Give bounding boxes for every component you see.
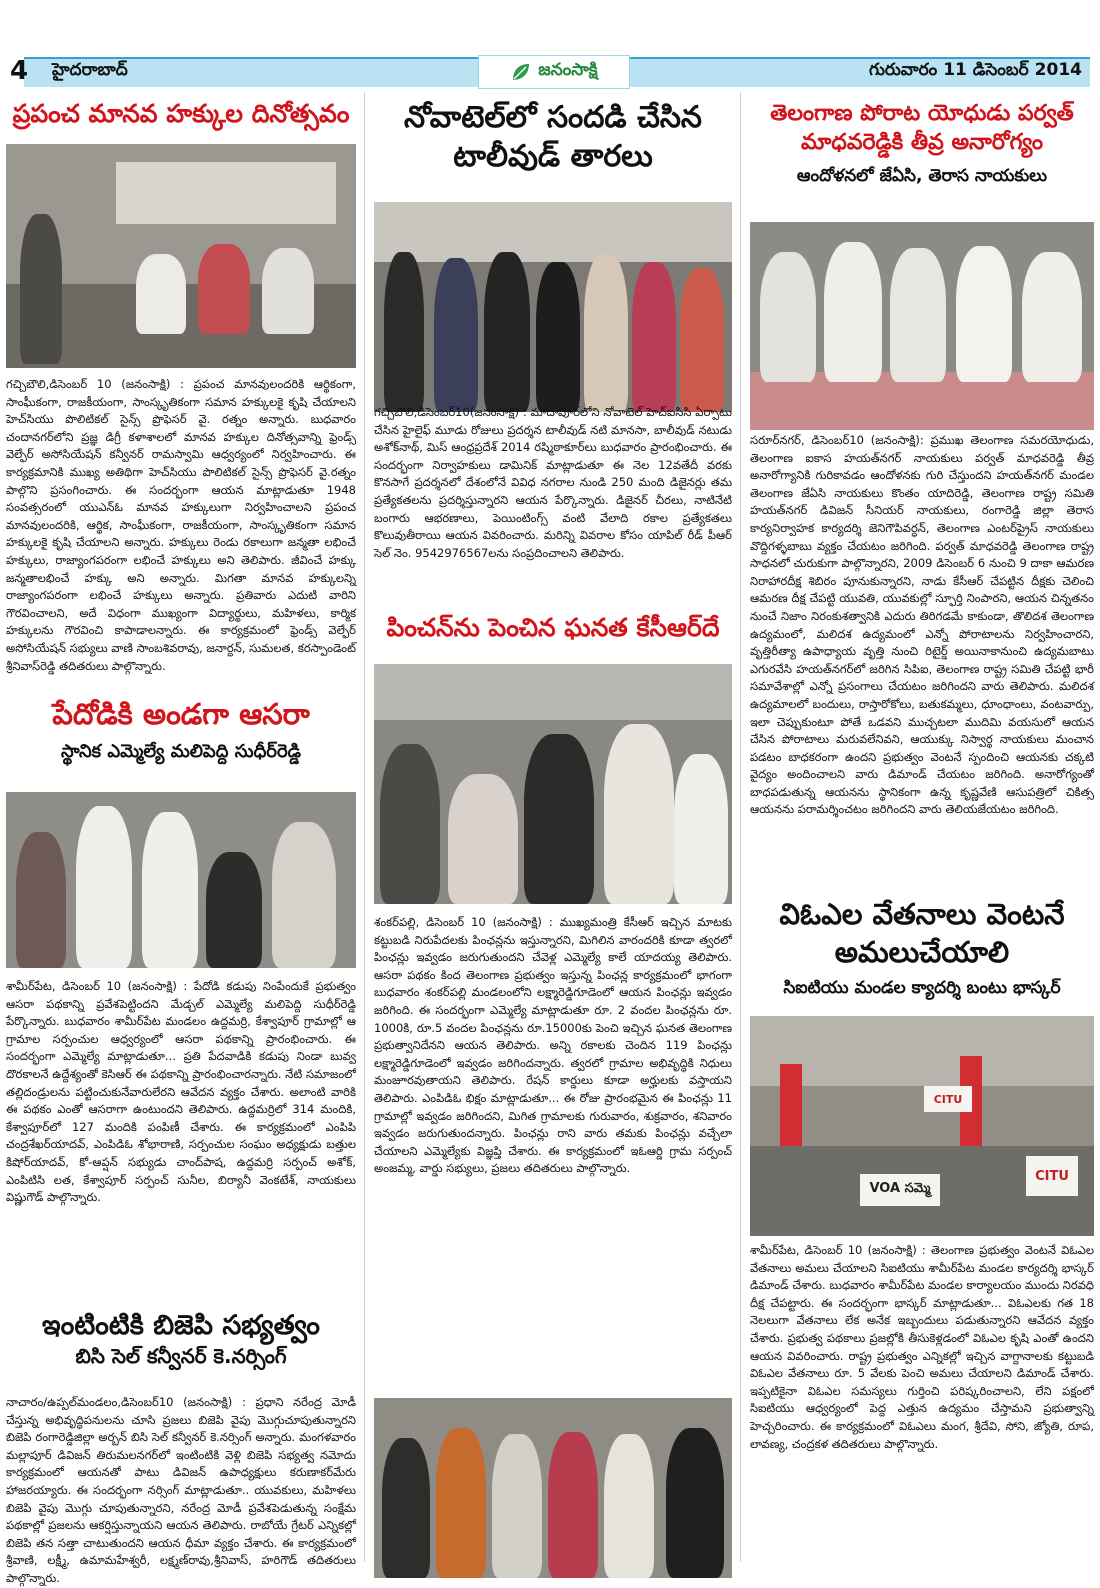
headline: పించన్‌ను పెంచిన ఘనత కేసీఆర్‌దే	[386, 613, 720, 642]
headline: విఓఎల వేతనాలు వెంటనే	[779, 897, 1065, 931]
person	[382, 1438, 430, 1578]
person	[272, 822, 336, 968]
edition-label: హైదరాబాద్	[52, 60, 128, 80]
person	[524, 734, 594, 904]
person	[536, 262, 580, 412]
headline: తెలంగాణ పోరాట యోధుడు పర్వత్	[770, 101, 1074, 126]
person	[956, 246, 1012, 382]
issue-date: గురువారం 11 డిసెంబర్ 2014	[869, 60, 1082, 80]
masthead	[0, 0, 1100, 92]
column-divider	[364, 92, 365, 1562]
article-bjp	[0, 1308, 362, 1370]
person	[632, 262, 676, 412]
person	[548, 1432, 598, 1578]
person	[890, 248, 946, 382]
person	[384, 252, 424, 412]
person	[206, 852, 262, 968]
person	[142, 812, 198, 968]
article-body: శామీర్‌పేట, డిసెంబర్ 10 (జనంసాక్షి) : పేదోడి కడుపు నింపేందుకే ప్రభుత్వం ఆసరా పథకాన్ని ప్రవేశపెట్టిందని మేడ్చల్ ఎమ్మెల్యే మలిపెద్ది సుధీర్‌రెడ్డి పేర్కొన్నారు. బుధవారం శామీర్‌పేట మండలం ఉద్దమర్రి, కేశ్వాపూర్ గ్రామాల్లో ఆ గ్రామాల సర్పంచుల ఆధ్వర్యంలో ఆసరా పథకాన్ని ప్రారంభించారు. ఈ సందర్భంగా ఎమ్మెల్యే మాట్లాడుతూ... ప్రతి పేదవాడికి కడుపు నిండా బువ్వ దొరకాలనే ఉద్దేశ్యంతో కెసిఆర్ ఈ పథకాన్ని ప్రారంభించారన్నారు. నేటి సమాజంలో తల్లిదండ్రులను పట్టించుకునేవారులేరని ఆవేదన వ్యక్తం చేశారు. అలాంటి వారికి ఈ పథకం ఎంతో ఆసరాగా ఉంటుందని తెలిపారు. ఉద్దమర్రిలో 314 మందికి, కేశ్వాపూర్‌లో 127 మందికి పంపిణీ చేశారు. ఈ కార్యక్రమంలో ఎంపిపి చంద్రశేఖర్‌యాదవ్, ఎంపిడిఓ శోభారాణి, సర్పంచుల సంఘం అధ్యక్షుడు బత్తుల కిషోర్‌యాదవ్, కో-ఆప్షన్ సభ్యుడు చాంద్‌పాష, ఉద్దమర్రి సర్పంచ్ అశోక్, ఎంపిటిసి లత, కేశ్వాపూర్ సర్పంచ్ సునీల, బిర్యానీ వెంకటేశ్, నాయకులు విష్ణుగౌడ్ పాల్గొన్నారు.	[6, 979, 356, 1205]
article-body: నాచారం/ఉప్పల్‌మండలం,డిసెంబర్10 (జనంసాక్షి) : ప్రధాని నరేంద్ర మోడీ చేస్తున్న అభివృద్ధిపనులను చూసి ప్రజలు బిజెపి వైపు మొగ్గుచూపుతున్నారని బిజెపి రంగారెడ్డిజిల్లా అర్బన్ బిసి సెల్ కన్వీనర్ కె.నర్సింగ్ అన్నారు. మంగళవారం మల్లాపూర్ డివిజన్ తిరుమలనగర్‌లో ఇంటింటికి వెళ్లి బిజెపి సభ్యత్వ నమోదు కార్యక్రమంలో ఆయనతో పాటు డివిజన్ ఉపాధ్యక్షులు కరుణాకర్‌మేరు హాజరయ్యారు. ఈ సందర్భంగా నర్సింగ్ మాట్లాడుతూ.. యువకులు, మహిళలు బిజెపి వైపు మొగ్గు చూపుతున్నారని, నరేంద్ర మోడీ ప్రవేశపెడుతున్న సంక్షేమ పథకాల్లో ప్రజలను ఆకర్షిస్తున్నాయని ఆయన తెలిపారు. రాబోయే గ్రేటర్ ఎన్నికల్లో బిజెపి తన సత్తా చాటుతుందని ఆయన ధీమా వ్యక్తం చేశారు. ఈ కార్యక్రమంలో శ్రీవాణి, లక్ష్మీ, ఉమామహేశ్వరీ, లక్ష్మణ్‌రావు,శ్రీనివాస్, హరిగౌడ్ తదితరులు పాల్గొన్నారు.	[6, 1395, 356, 1585]
article-body: గచ్చిబౌలి,డిసెంబర్10(జనంసాక్షి) : మాదాపూర్‌లోని నోవాటెల్ హెచ్ఐసిసి ఏర్పాటు చేసిన హైలైఫ్ మూడు రోజులు ప్రదర్శన టాలీవుడ్ నటి మానసా, బాలీవుడ్ నటుడు అశోక్‌నాథ్, మిస్ ఆంధ్రప్రదేశ్ 2014 రష్మిఠాకూర్‌లు బుధవారం ప్రారంభించారు. ఈ సందర్భంగా నిర్వాహకులు డామినిక్ మాట్లాడుతూ ఈ నెల 12వతేదీ వరకు కొనసాగే ప్రదర్శనలో దేశంలోనే వివిధ నగరాల నుండి 250 మంది డిజైనర్లు తమ ప్రత్యేకతలను ప్రదర్శిస్తున్నారని ఆయన పేర్కొన్నారు. డిజైనర్ చీరలు, నాటినేటి బంగారు ఆభరణాలు, పెయింటింగ్స్ వంటి వేలాది రకాల ప్రత్యేకతలు కొలువుతీరాయి ఆయన వివరించారు. మరిన్ని వివరాల కోసం యాపిల్ రీడ్ పీఆర్ సెల్ నెం. 9542976567లను సంప్రదించాలని తెలిపారు.	[374, 405, 732, 560]
article-novotel	[368, 98, 738, 176]
page-number: 4	[10, 56, 29, 86]
protest-sign: VOA సమ్మె	[860, 1174, 940, 1206]
person	[198, 244, 250, 334]
person	[484, 252, 530, 412]
headline: నోవాటెల్‌లో సందడి చేసిన	[404, 100, 702, 135]
bjp-membership-photo	[374, 1398, 732, 1578]
protest-sign: CITU	[924, 1086, 972, 1112]
subheadline: బిసి సెల్ కన్వీనర్ కె.నర్సింగ్	[75, 1344, 287, 1369]
person	[16, 832, 66, 968]
headline: టాలీవుడ్ తారలు	[453, 139, 653, 174]
person	[76, 806, 132, 968]
pension-distribution-photo	[6, 792, 356, 968]
person	[604, 1434, 654, 1578]
person	[760, 252, 816, 382]
person	[136, 254, 186, 334]
article-human-rights	[0, 98, 362, 131]
column-divider	[740, 92, 741, 1562]
article-body: శంకర్‌పల్లి, డిసెంబర్ 10 (జనంసాక్షి) : ముఖ్యమంత్రి కేసీఆర్ ఇచ్చిన మాటకు కట్టుబడి నిరుపేదలకు పింఛన్లను ఇస్తున్నారని, మిగిలిన వారందరికి కూడా త్వరలో పింఛన్లు ఇవ్వడం జరుగుతుందని చేవెళ్ల ఎమ్మెల్యే కాలే యాదయ్య తెలిపారు. ఆసరా పథకం కింద తెలంగాణ ప్రభుత్వం ఇస్తున్న పింఛన్ల కార్యక్రమంలో భాగంగా బుధవారం శంకర్‌పల్లి మండలంలోని లక్ష్మారెడ్డిగూడెంలో ఆయన పింఛన్లు ఇవ్వడం జరిగింది. ఈ సందర్భంగా ఎమ్మెల్యే మాట్లాడుతూ రూ. 2 వందల పింఛన్లను రూ. 1000కి, రూ.5 వందల పింఛన్లను రూ.15000కు పెంచి ఇచ్చిన ఘనత తెలంగాణ ప్రభుత్వానిదేనని ఆయన తెలిపారు. అన్ని రకాలకు చెందిన 119 పింఛన్లు లక్ష్మారెడ్డిగూడెంలో ఇవ్వడం జరిగిందన్నారు. త్వరలో గ్రామాల అభివృద్ధికి నిధులు మంజూరవుతాయని తెలిపారు. రేషన్ కార్డులు కూడా అర్హులకు వస్తాయని తెలిపారు. ఎంపిడిఓ భిక్షం మాట్లాడుతూ... ఈ రోజు ప్రారంభమైన ఈ పింఛన్లు 11 గ్రామాల్లో ఇవ్వడం జరిగిందని, మిగిత గ్రామాలకు గురువారం, శుక్రవారం, శనివారం ఇవ్వడం జరుగుతుందన్నారు. పింఛన్లు రాని వారు తమకు పింఛన్లు వచ్చేలా చేయాలని ఎమ్మెల్యేకు విజ్ఞప్తి చేశారు. ఈ కార్యక్రమంలో ఇఓఆర్డి గ్రామ సర్పంచ్ అంజమ్మ, వార్డు సభ్యులు, ప్రజలు తదితరులు పాల్గొన్నారు.	[374, 915, 732, 1176]
person	[666, 1428, 724, 1578]
newspaper-logo	[478, 55, 630, 89]
headline: అమలుచేయాలి	[834, 934, 1010, 969]
pension-handover-photo	[374, 664, 732, 904]
article-parvat	[744, 100, 1100, 188]
logo-text: జనంసాక్షి	[538, 60, 598, 80]
person	[680, 268, 724, 412]
article-body: సరూర్‌నగర్, డిసెంబర్10 (జనంసాక్షి): ప్రముఖ తెలంగాణ సమరయోధుడు, తెలంగాణ ఐకాస హయత్‌నగర్ నాయకులు పర్వత్ మాధవరెడ్డి తీవ్ర అనారోగ్యానికి గురికావడం ఆందోళనకు గురి చేస్తుందని హయత్‌నగర్ మండల తెలంగాణ జేఏసి నాయకులు కొంతం యాదిరెడ్డి, తెలంగాణ రాష్ట్ర సమితి హయత్‌నగర్ డివిజన్ సీనియర్ నాయకులు, రంగారెడ్డి జిల్లా తెరాస కార్యనిర్వాహక కార్యదర్శి జెనిగౌపివర్ధన్, తెలంగాణ ఎంటర్‌ప్రైస్ నాయకులు వొద్దిగళ్ళబాబు వ్యక్తం చేయటం జరిగింది. పర్వత్ మాధవరెడ్డి తెలంగాణ రాష్ట్ర సాధనలో చురుకుగా పాల్గొన్నారని, 2009 డిసెంబర్ 6 నుంచి 9 దాకా ఆమరణ నిరాహారదీక్ష శిబిరం పూనుకున్నారని, నాడు కేసీఆర్ చేపట్టిన దీక్షకు చెలించి ఆమరణ దీక్ష చేపట్టి యువతి, యువకుల్లో స్ఫూర్తి నింపారని, ఆయన చిన్నతనం నుంచే నిజాం నిరంకుశత్వానికి ఎదురు తిరిగడమే కాకుండా, తొలిదశ తెలంగాణ ఉద్యమంలో, మలిదశ ఉద్యమంలో ఎన్నో పోరాటాలను నిర్వహించారని, వృత్తిరీత్యా ఉపాధ్యాయ వృత్తి నుంచి రిటైర్డ్ అయినాకానుంచి ఉద్యమబాటు ఎగురవేసి హయత్‌నగర్‌లో జరిగిన సిపిఐ, తెలంగాణ రాష్ట్ర సమితి చేపట్టి భారీ సమావేశాల్లో ఎన్నో ప్రసంగాలు చేయటం జరిగిందని వారు తెలిపారు. మలిదశ ఉద్యమాలలో బందులు, రాస్తారోకోలు, బతుకమ్మలు, ధూంధాంలు, వంటవార్పు, ఇలా చెప్పుకుంటూ పోతే ఒడవని ముచ్చటలా ముదిమి వయసులో ఆయన చేసిన పోరాటాలు మరువలేనివని, ఆయుక్కు నిస్వార్థ నాయకులు మంచాన పడటం బాధకరంగా ఉందని ప్రభుత్వం వెంటనే స్పందించి ఆయనకు చక్కటి వైద్యం అందించాలని వారు డిమాండ్ చేయటం జరిగింది. అనారోగ్యంతో బాధపడుతున్న ఆయనను స్థానికంగా ఉన్న కృష్ణవేణి ఆసుపత్రిలో చికిత్స ఆయనను పరామర్శించటం జరిగిందని వారు తెలియజేయటం జరిగింది.	[750, 433, 1094, 817]
person	[824, 242, 882, 382]
person	[380, 744, 440, 904]
banner	[116, 162, 336, 224]
person	[674, 754, 728, 904]
headline: ప్రపంచ మానవ హక్కుల దినోత్సవం	[12, 99, 350, 128]
article-body: శామీర్‌పేట, డిసెంబర్ 10 (జనంసాక్షి) : తెలంగాణ ప్రభుత్వం వెంటనే విఓఎల వేతనాలు అమలు చేయాలని సిఐటియు శామీర్‌పేట మండల కార్యదర్శి భాస్కర్ డిమాండ్ చేశారు. బుధవారం శామీర్‌పేట మండల కార్యాలయం ముందు నిరవధి దీక్ష చేపట్టారు. ఈ సందర్భంగా భాస్కర్ మాట్లాడుతూ... విఓఎలకు గత 18 నెలలుగా వేతనాలు లేక అనేక ఇబ్బందులు పడుతున్నారని ఆవేదన వ్యక్తం చేశారు. ప్రభుత్వ పథకాలు ప్రజల్లోకి తీసుకెళ్లడంలో విఓఎల కృషి ఎంతో ఉందని ఆయన వివరించారు. రాష్ట్ర ప్రభుత్వం ఎన్నికల్లో ఇచ్చిన వాగ్దానాలకు కట్టుబడి విఓఎల వేతనాలు రూ. 5 వేలకు పెంచి అమలు చేయాలని డిమాండ్ చేశారు. ఇప్పటికైనా విఓఎల సమస్యలు గుర్తించి పరిష్కరించాలని, లేని పక్షంలో సిఐటియు ఆధ్వర్యంలో పెద్ద ఎత్తున ఉద్యమం చేస్తామని ప్రభుత్వాన్ని హెచ్చరించారు. ఈ కార్యక్రమంలో విఓఎలు మంగ, శ్రీదేవి, సోని, జ్యోతి, రూప, లావణ్య, చంద్రకళ తదితరులు పాల్గొన్నారు.	[750, 1243, 1094, 1451]
hospital-visit-photo	[750, 222, 1094, 430]
subheadline: ఆందోళనలో జేఏసి, తెరాస నాయకులు	[796, 166, 1048, 187]
person	[604, 724, 674, 904]
person	[1022, 252, 1082, 382]
article-body: గచ్చిబౌలి,డిసెంబర్ 10 (జనంసాక్షి) : ప్రపంచ మానవులందరికి ఆర్థికంగా, సాంఘీకంగా, రాజకీయంగా, సాంస్కృతికంగా సమాన హక్కులకై కృషి చేయాలని హెచ్‌సియు పొలిటికల్ సైన్స్ ప్రొఫెసర్ వై. రత్నం అన్నారు. బుధవారం చందానగర్‌లోని ప్రజ్ఞ డిగ్రీ కళాశాలలో మానవ హక్కుల దినోత్సవాన్ని ఫ్రెండ్స్ వెల్ఫేర్ అసోసియేషన్ కన్వీనర్ రామస్వామి ఆధ్వర్యంలో నిర్వహించారు. ఈ కార్యక్రమానికి ముఖ్య అతిథిగా హెచ్‌సియు పొలిటికల్ సైన్స్ ప్రొఫెసర్ వై.రత్నం పాల్గొని ప్రసంగించారు. ఈ సందర్భంగా ఆయన మాట్లాడుతూ 1948 సంవత్సరంలో యుఎన్ఓ మానవ హక్కులుగా నిర్వహించాలని ప్రపంచ మానవులందరికి, ఆర్థిక, సాంఘీకంగా, రాజకీయంగా, సాంస్కృతికంగా సమాన హక్కులకై కృషి చేయాలని అన్నారు. హక్కులు రెండు రకాలుగా జన్మతా లభించే హక్కులు, రాజ్యాంగపరంగా లభించే హక్కులు అని తెలిపారు. జీవించే హక్కు జన్మతాలభించే హక్కు అని అన్నారు. మిగతా మానవ హక్కులన్ని రాజ్యాంగపరంగా లభించే హక్కులు అన్నారు. ప్రతివారు ఎదుటి వారిని గౌరవించాలని, అదే విధంగా ముఖ్యంగా విద్యార్థులు, మహిళలు, కార్మిక హక్కులను గౌరవించి కాపాడాలన్నారు. ఈ కార్యక్రమంలో ఫ్రెండ్స్ వెల్ఫేర్ అసోసియేషన్ సభ్యులు వాణి సాంబశివరావు, జనార్దన్, సుమలత, కరస్పాండెంట్ శ్రీనివాస్‌రెడ్డి తదితరులు పాల్గొన్నారు.	[6, 377, 356, 673]
subheadline: స్థానిక ఎమ్మెల్యే మలిపెద్ది సుధీర్‌రెడ్డి	[61, 740, 301, 762]
tent	[374, 664, 732, 720]
person	[448, 774, 518, 904]
person	[584, 254, 628, 412]
article-voa	[744, 896, 1100, 1000]
headline: పేదోడికి అండగా ఆసరా	[52, 697, 310, 731]
protest-sign: CITU	[1026, 1156, 1078, 1196]
leaf-icon	[510, 61, 532, 83]
backdrop	[374, 202, 732, 262]
person	[492, 1434, 542, 1578]
headline: ఇంటింటికి బిజెపి సభ్యత్వం	[42, 1310, 320, 1341]
subheadline: సిఐటియు మండల క్యాదర్శి బంటు భాస్కర్	[783, 978, 1061, 999]
meeting-photo	[6, 144, 356, 368]
article-asara	[0, 696, 362, 764]
person	[262, 248, 314, 334]
novotel-stars-photo	[374, 202, 732, 412]
person	[434, 258, 478, 412]
speaker	[20, 214, 62, 364]
person	[436, 1428, 486, 1578]
article-pension	[368, 612, 738, 645]
citu-protest-photo	[750, 1016, 1094, 1236]
headline: మాధవరెడ్డికి తీవ్ర అనారోగ్యం	[800, 129, 1044, 155]
